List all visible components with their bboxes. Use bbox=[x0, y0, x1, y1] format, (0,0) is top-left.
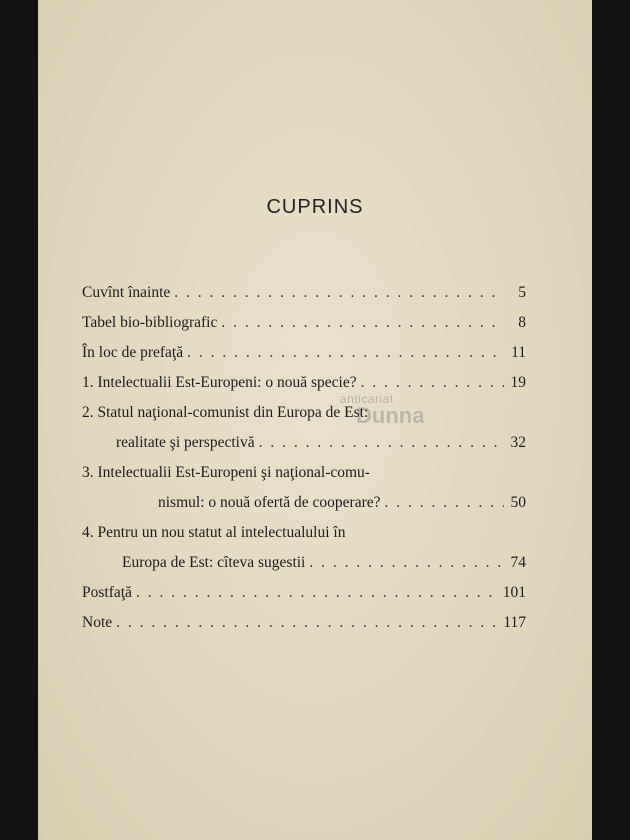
dot-leader bbox=[221, 308, 504, 338]
watermark-text: anticariat bbox=[340, 392, 394, 406]
toc-entry bbox=[82, 578, 526, 608]
dot-leader bbox=[174, 278, 504, 308]
toc-page-number: 117 bbox=[503, 614, 526, 631]
watermark-logo: Dunna bbox=[356, 403, 425, 428]
toc-title: Tabel bio-bibliografic bbox=[82, 314, 218, 331]
toc-entry bbox=[82, 278, 526, 308]
table-of-contents bbox=[82, 278, 526, 638]
toc-entry bbox=[82, 308, 526, 338]
page-title: CUPRINS bbox=[266, 196, 364, 218]
toc-entry bbox=[82, 608, 526, 638]
toc-title: Europa de Est: cîteva sugestii bbox=[122, 554, 306, 571]
toc-page-number: 8 bbox=[518, 314, 526, 331]
toc-title: În loc de prefaţă bbox=[82, 344, 184, 361]
toc-title: 3. Intelectualii Est-Europeni şi naţional-comu- bbox=[82, 464, 370, 481]
toc-entry bbox=[82, 458, 526, 488]
toc-page-number: 50 bbox=[510, 494, 526, 511]
toc-page-number: 32 bbox=[510, 434, 526, 451]
toc-title: Postfaţă bbox=[82, 584, 132, 601]
toc-entry bbox=[82, 368, 526, 398]
dot-leader bbox=[259, 428, 504, 458]
toc-title: nismul: o nouă ofertă de cooperare? bbox=[158, 494, 381, 511]
toc-page-number: 19 bbox=[510, 374, 526, 391]
toc-entry-continuation bbox=[82, 548, 526, 578]
toc-entry-continuation bbox=[82, 428, 526, 458]
dot-leader bbox=[136, 578, 499, 608]
toc-page-number: 74 bbox=[510, 554, 526, 571]
toc-title: realitate şi perspectivă bbox=[116, 434, 255, 451]
toc-title: Note bbox=[82, 614, 113, 631]
toc-entry bbox=[82, 338, 526, 368]
toc-title: Cuvînt înainte bbox=[82, 284, 171, 301]
toc-page-number: 11 bbox=[511, 344, 526, 361]
book-page bbox=[38, 0, 592, 840]
toc-page-number: 101 bbox=[502, 584, 526, 601]
toc-title: 4. Pentru un nou statut al intelectualului în bbox=[82, 524, 346, 541]
dot-leader bbox=[385, 488, 504, 518]
toc-title: 1. Intelectualii Est-Europeni: o nouă specie? bbox=[82, 374, 357, 391]
toc-title: 2. Statul naţional-comunist din Europa de Est: bbox=[82, 404, 369, 421]
toc-entry bbox=[82, 518, 526, 548]
toc-page-number: 5 bbox=[518, 284, 526, 301]
toc-entry-continuation bbox=[82, 488, 526, 518]
dot-leader bbox=[116, 608, 499, 638]
dot-leader bbox=[309, 548, 504, 578]
toc-entry bbox=[82, 398, 526, 428]
dot-leader bbox=[187, 338, 504, 368]
